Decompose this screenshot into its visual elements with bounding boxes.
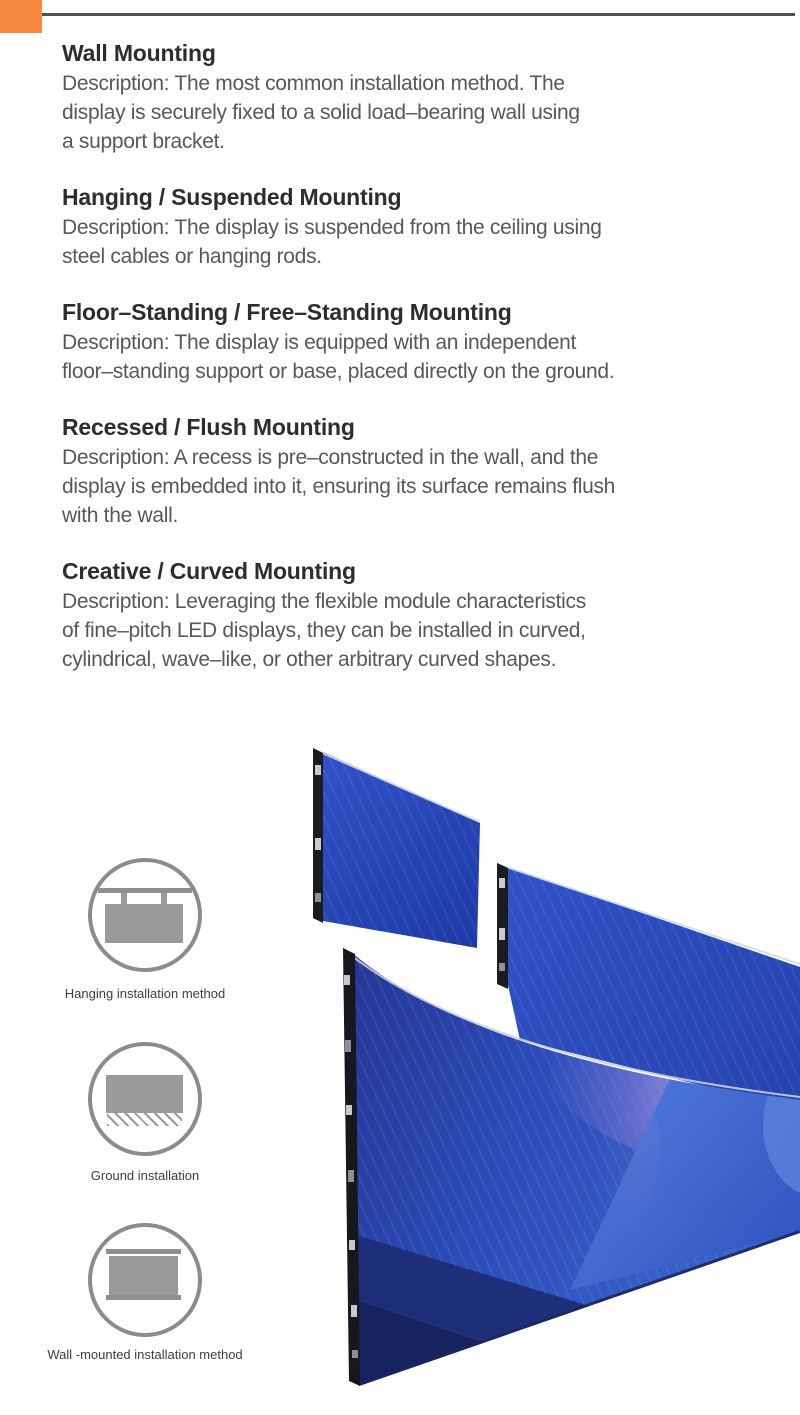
section-wall-mounting xyxy=(62,40,774,156)
wall-mounted-installation-icon xyxy=(88,1223,202,1337)
wall-mounted-installation-card xyxy=(35,1223,255,1337)
header-rule xyxy=(42,13,795,16)
display-screen xyxy=(109,1256,178,1295)
led-panel-small xyxy=(313,748,480,948)
hanging-rod xyxy=(121,893,127,904)
section-description-line: Description: The most common installation method. The xyxy=(62,72,565,95)
display-screen xyxy=(105,904,183,943)
section-description-line: Description: The display is suspended from the ceiling using xyxy=(62,216,602,239)
hanging-rod xyxy=(161,893,167,904)
wall-mounted-installation-label: Wall -mounted installation method xyxy=(47,1347,243,1362)
section-description-line: display is securely fixed to a solid load–bearing wall using xyxy=(62,101,580,124)
section-description-line: a support bracket. xyxy=(62,130,225,153)
ground-installation-icon xyxy=(88,1042,202,1156)
led-panels-photo xyxy=(290,740,800,1390)
section-description-line: Description: Leveraging the flexible module characteristics xyxy=(62,590,586,613)
hanging-installation-label: Hanging installation method xyxy=(64,986,226,1001)
section-description-line: with the wall. xyxy=(62,504,179,527)
display-screen xyxy=(106,1075,183,1113)
hanging-installation-icon xyxy=(88,858,202,972)
section-title: Hanging / Suspended Mounting xyxy=(62,184,402,210)
section-description-line: cylindrical, wave–like, or other arbitrary curved shapes. xyxy=(62,648,557,671)
section-description-line: display is embedded into it, ensuring its surface remains flush xyxy=(62,475,616,498)
mounting-rail-bottom xyxy=(106,1295,181,1300)
ground-hatching xyxy=(107,1113,182,1126)
mounting-rail-top xyxy=(106,1249,181,1254)
orange-accent-square xyxy=(0,0,42,33)
section-description-line: Description: The display is equipped with an independent xyxy=(62,331,576,354)
mounting-methods-text xyxy=(62,40,774,702)
section-title: Wall Mounting xyxy=(62,40,216,66)
section-recessed-mounting xyxy=(62,414,774,530)
section-floor-standing-mounting xyxy=(62,299,774,386)
ceiling-bar xyxy=(98,888,192,893)
section-description-line: Description: A recess is pre–constructed in the wall, and the xyxy=(62,446,599,469)
section-description-line: steel cables or hanging rods. xyxy=(62,245,322,268)
section-title: Floor–Standing / Free–Standing Mounting xyxy=(62,299,512,325)
section-hanging-mounting xyxy=(62,184,774,271)
section-title: Creative / Curved Mounting xyxy=(62,558,356,584)
ground-installation-label: Ground installation xyxy=(90,1168,200,1183)
hanging-installation-card xyxy=(35,858,255,972)
section-title: Recessed / Flush Mounting xyxy=(62,414,355,440)
ground-installation-card xyxy=(35,1042,255,1156)
section-description-line: of fine–pitch LED displays, they can be installed in curved, xyxy=(62,619,586,642)
section-creative-mounting xyxy=(62,558,774,674)
section-description-line: floor–standing support or base, placed directly on the ground. xyxy=(62,360,615,383)
